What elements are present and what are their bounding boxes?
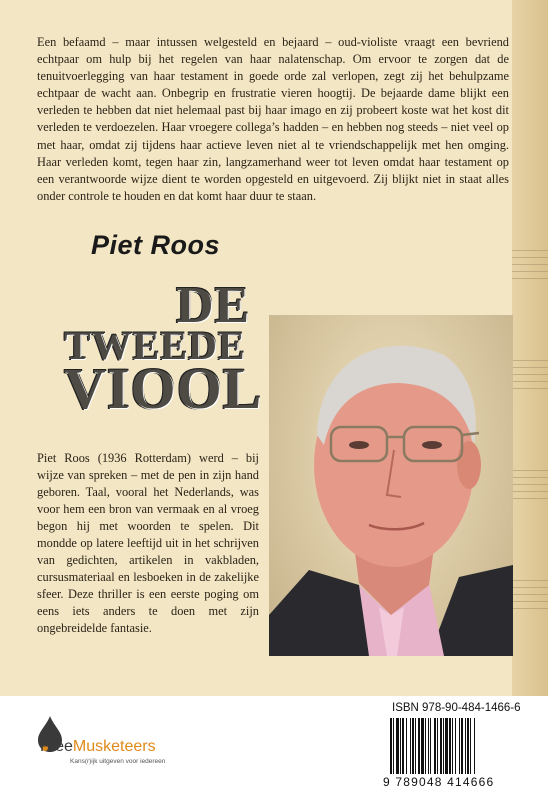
barcode-bar [430, 718, 431, 774]
title-line-1: DE [176, 277, 251, 334]
barcode-bar [440, 718, 442, 774]
staff-line [512, 594, 548, 595]
barcode-bar [465, 718, 466, 774]
author-bio: Piet Roos (1936 Rotterdam) werd – bij wijze van spreken – met de pen in zijn hand geboren. Taal, vooral het Nederlands, was voor hem een bron van vermaak en al vroeg begon hij met woorden te spelen. Dit mondde op latere leeftijd uit in het schrijven van gedichten, artikelen in vakbladen, cursusmateriaal en lesboeken in de zakelijke sfeer. Deze thriller is een eerste poging om eens iets anders te doen met zijn ongebreidelde fantasie. [37, 451, 259, 635]
barcode-bar [428, 718, 429, 774]
barcode-bar [421, 718, 424, 774]
title-line-3: VIOOL [64, 356, 263, 421]
barcode-bar [455, 718, 456, 774]
staff-line [512, 264, 548, 265]
book-blurb: Een befaamd – maar intussen welgesteld en bejaard – oud-violiste vraagt een bevriend echtpaar om hulp bij het regelen van haar nalatenschap. Om ervoor te zorgen dat de tenuitvoerlegging van haar testament in goede orde zal verlopen, zegt zij het behulpzame echtpaar de wacht aan. Onbegrip en frustratie vieren hoogtij. De bejaarde dame blijkt een verleden te hebben dat niet helemaal past bij haar imago en zij probeert koste wat het kost dit verleden te verdoezelen. Haar vroegere collega’s hadden – en hebben nog steeds – niet veel op met haar, omdat zij tijdens haar actieve leven niet al te vriendschappelijk met hen omging. Haar verleden komt, tegen haar zin, langzamerhand weer tot leven omdat haar testament op een verantwoorde wijze dient te worden opgesteld en uitgevoerd. Zij blijkt niet in staat alles onder controle te houden en dat komt haar duur te staan. [37, 35, 509, 203]
staff-line [512, 360, 548, 361]
staff-line [512, 388, 548, 389]
barcode [386, 718, 516, 774]
staff-line [512, 278, 548, 279]
publisher-name-part1: Free [40, 738, 73, 755]
barcode-bar [393, 718, 394, 774]
staff-line [512, 374, 548, 375]
barcode-bar [443, 718, 444, 774]
barcode-bar [467, 718, 469, 774]
staff-line [512, 484, 548, 485]
barcode-bar [410, 718, 411, 774]
barcode-bar [406, 718, 407, 774]
barcode-bar [437, 718, 438, 774]
publisher-tagline: Kans(r)ijk uitgeven voor iedereen [70, 758, 166, 765]
barcode-bar [452, 718, 453, 774]
publisher-name-part2: Musketeers [72, 738, 156, 755]
staff-line [512, 498, 548, 499]
barcode-bar [402, 718, 404, 774]
staff-line [512, 491, 548, 492]
staff-line [512, 271, 548, 272]
barcode-bar [445, 718, 448, 774]
barcode-bar [425, 718, 426, 774]
author-photo [269, 315, 513, 656]
barcode-bar [400, 718, 401, 774]
publisher-logo [36, 716, 196, 772]
barcode-bar [396, 718, 399, 774]
barcode-bar [449, 718, 451, 774]
publisher-name [40, 738, 156, 756]
title-line-2: TWEEDE [64, 323, 246, 368]
barcode-bar [434, 718, 436, 774]
staff-line [512, 250, 548, 251]
staff-line [512, 381, 548, 382]
staff-line [512, 587, 548, 588]
barcode-number: 9 789048 414666 [383, 775, 495, 789]
staff-line [512, 470, 548, 471]
staff-line [512, 477, 548, 478]
barcode-bar [418, 718, 420, 774]
staff-line [512, 367, 548, 368]
barcode-bar [390, 718, 392, 774]
author-name: Piet Roos [91, 230, 221, 260]
barcode-bar [474, 718, 475, 774]
staff-line [512, 257, 548, 258]
barcode-bar [461, 718, 463, 774]
sheet-music-strip [512, 0, 548, 696]
staff-line [512, 580, 548, 581]
staff-line [512, 601, 548, 602]
isbn-label: ISBN 978-90-484-1466-6 [392, 702, 521, 714]
barcode-bar [459, 718, 460, 774]
staff-line [512, 608, 548, 609]
barcode-bar [412, 718, 414, 774]
barcode-bar [415, 718, 416, 774]
barcode-bar [470, 718, 471, 774]
